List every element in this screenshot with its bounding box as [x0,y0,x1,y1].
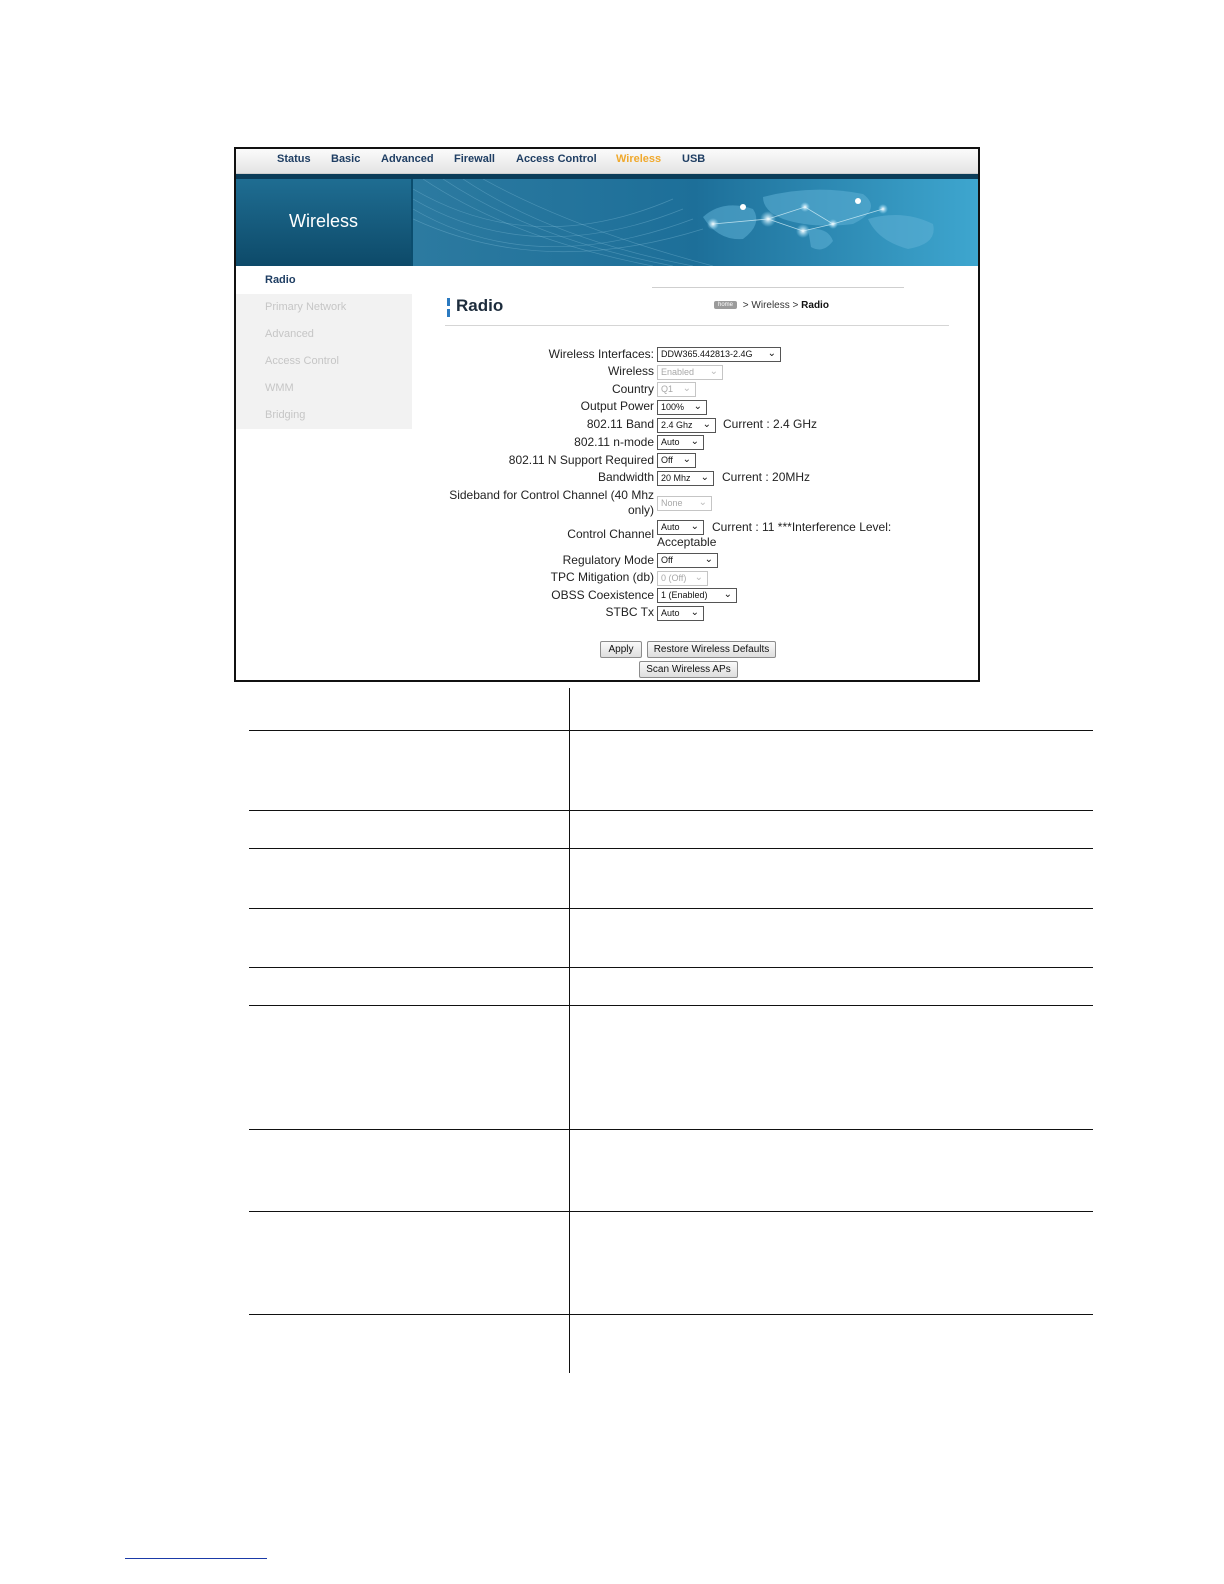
table-row-divider [249,730,1093,731]
chevron-down-icon: ⌄ [690,521,699,532]
control-channel-select[interactable] [657,520,704,535]
footer-rule [125,1558,267,1559]
sidebar-item-primary-network[interactable]: Primary Network [236,294,412,321]
sidebar-item-bridging[interactable]: Bridging [236,402,412,429]
table-row-divider [249,1129,1093,1130]
banner-title: Wireless [288,211,358,231]
table-row-divider [249,1005,1093,1006]
chevron-down-icon: ⌄ [700,472,709,483]
obss-select[interactable] [657,588,737,603]
table-row-divider [249,1211,1093,1212]
breadcrumb-current: Radio [801,300,829,311]
n-support-value: Off [661,455,673,465]
regulatory-mode-label: Regulatory Mode [562,553,654,567]
heading-accent-bar [447,298,450,318]
chevron-down-icon: ⌄ [702,419,711,430]
stbc-label: STBC Tx [605,605,654,619]
banner [236,174,978,266]
nav-status[interactable]: Status [277,153,311,165]
tpc-label: TPC Mitigation (db) [550,570,654,584]
nav-wireless[interactable]: Wireless [616,153,662,165]
table-row-divider [249,967,1093,968]
header-top-rule [652,287,904,288]
interference-level: Acceptable [657,535,717,549]
table-row-divider [249,810,1093,811]
band-label: 802.11 Band [586,417,654,431]
nav-firewall[interactable]: Firewall [454,153,495,165]
sideband-select[interactable] [657,496,712,511]
sideband-value: None [661,498,683,508]
sidebar [236,267,412,427]
bandwidth-current: Current : 20MHz [722,470,811,484]
stbc-value: Auto [661,608,680,618]
band-select[interactable] [657,418,716,433]
header-rule [445,325,949,326]
chevron-down-icon: ⌄ [694,572,703,583]
nmode-select[interactable] [657,435,704,450]
top-nav [236,149,978,174]
bandwidth-select[interactable] [657,471,714,486]
scan-wireless-aps-button[interactable]: Scan Wireless APs [639,661,738,678]
regulatory-mode-value: Off [661,555,673,565]
table-row-divider [249,908,1093,909]
chevron-down-icon: ⌄ [682,454,691,465]
wireless-interfaces-value: DDW365.442813-2.4G [661,349,753,359]
restore-wireless-defaults-button[interactable]: Restore Wireless Defaults [647,641,776,658]
wireless-interfaces-label: Wireless Interfaces: [548,347,654,361]
band-value: 2.4 Ghz [661,420,693,430]
nav-usb[interactable]: USB [682,153,706,165]
banner-title-box [236,179,411,266]
table-column-divider [569,688,570,1373]
nav-basic[interactable]: Basic [331,153,361,165]
table-row-divider [249,1314,1093,1315]
output-power-select[interactable] [657,400,707,415]
chevron-down-icon: ⌄ [704,554,713,565]
obss-label: OBSS Coexistence [551,588,654,602]
chevron-down-icon: ⌄ [723,589,732,600]
stbc-select[interactable] [657,606,704,621]
n-support-select[interactable] [657,453,696,468]
chevron-down-icon: ⌄ [767,348,776,359]
output-power-value: 100% [661,402,685,412]
chevron-down-icon: ⌄ [693,401,702,412]
sideband-label-line2: only) [627,503,654,517]
sideband-label-line1: Sideband for Control Channel (40 Mhz [449,488,654,502]
output-power-label: Output Power [580,399,654,413]
wireless-select[interactable] [657,365,723,380]
wireless-interfaces-select[interactable] [657,347,781,362]
n-support-label: 802.11 N Support Required [508,453,654,467]
world-map-graphic [413,179,978,266]
chevron-down-icon: ⌄ [698,497,707,508]
breadcrumb-home[interactable]: home [714,301,737,309]
control-channel-current: Current : 11 ***Interference Level: [712,520,892,534]
regulatory-mode-select[interactable] [657,553,718,568]
chevron-down-icon: ⌄ [690,607,699,618]
breadcrumb-path: > Wireless > [740,300,802,311]
country-select[interactable] [657,382,696,397]
nav-advanced[interactable]: Advanced [381,153,434,165]
router-screenshot [234,147,980,682]
bandwidth-value: 20 Mhz [661,473,691,483]
wireless-value: Enabled [661,367,695,377]
sidebar-item-advanced[interactable]: Advanced [236,321,412,348]
chevron-down-icon: ⌄ [690,436,699,447]
nmode-label: 802.11 n-mode [574,435,654,449]
bandwidth-label: Bandwidth [597,470,654,484]
control-channel-value: Auto [661,522,680,532]
wireless-label: Wireless [607,364,654,378]
nmode-value: Auto [661,437,680,447]
country-value: Q1 [661,384,674,394]
country-label: Country [611,382,654,396]
tpc-select[interactable] [657,571,708,586]
breadcrumb [714,300,829,311]
table-row-divider [249,848,1093,849]
sidebar-item-radio[interactable]: Radio [236,267,412,294]
nav-access-control[interactable]: Access Control [516,153,597,165]
chevron-down-icon: ⌄ [709,366,718,377]
sidebar-item-wmm[interactable]: WMM [236,375,412,402]
band-current: Current : 2.4 GHz [723,417,818,431]
obss-value: 1 (Enabled) [661,590,708,600]
apply-button[interactable]: Apply [600,641,642,658]
chevron-down-icon: ⌄ [682,383,691,394]
page-title: Radio [456,296,504,315]
control-channel-label: Control Channel [567,527,654,541]
tpc-value: 0 (Off) [661,573,687,583]
sidebar-item-access-control[interactable]: Access Control [236,348,412,375]
